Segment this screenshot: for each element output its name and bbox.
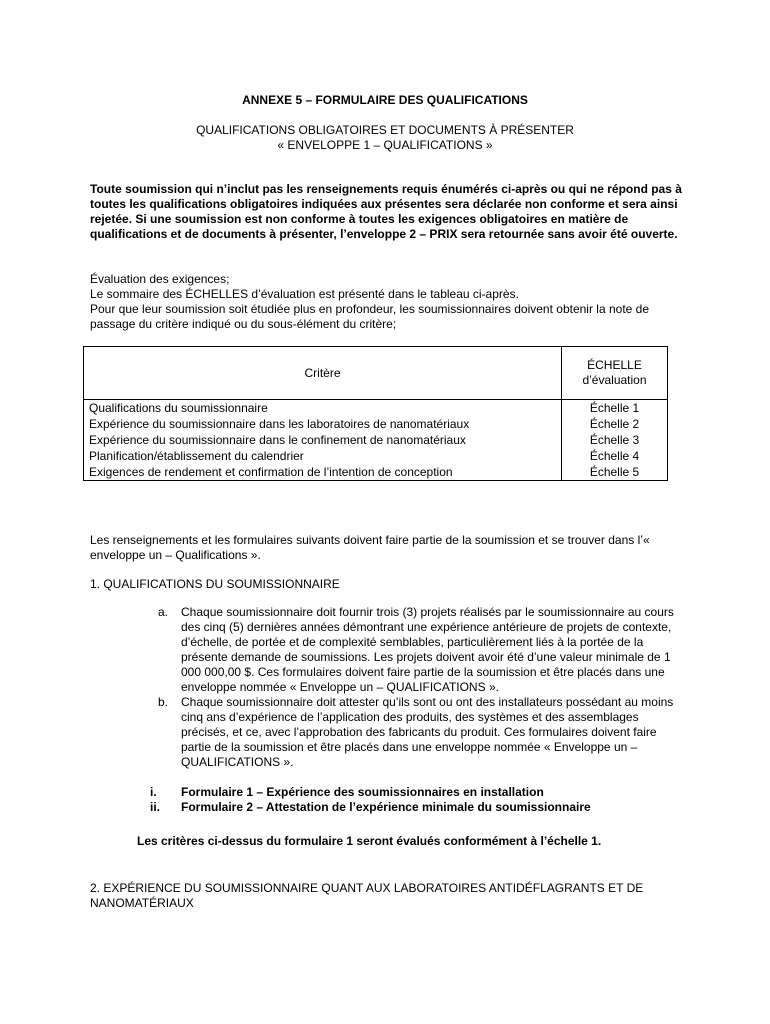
header-scale [562, 347, 668, 400]
list-item-text: Chaque soumissionnaire doit fournir trois (3) projets réalisés par le soumissionnaire au cours des cinq (5) dernières années démontrant une expérience antérieure de projets de contexte, d’échelle, de portée et de complexité semblables, particulièrement liés à la portée de la présente demande de soumissions. Les projets doivent avoir été d’une valeur minimale de 1 000 000,00 $. Ces formulaires doivent faire partie de la soumission et être placés dans une enveloppe nommée « Enveloppe un – QUALIFICATIONS ». [181, 605, 674, 694]
form-item [150, 800, 685, 815]
subtitle-line-2: « ENVELOPPE 1 – QUALIFICATIONS » [277, 138, 493, 152]
form-marker: i. [150, 785, 157, 799]
evaluation-section [90, 272, 690, 332]
list-item-text: Chaque soumissionnaire doit attester qu’ils sont ou ont des installateurs possédant au moins cinq ans d’expérience de l’application des produits, des systèmes et des assemblages précisés, et ce, avec l’approbation des fabricants du produit. Ces formulaires doivent faire partie de la soumission et être placés dans une enveloppe nommée « Enveloppe un – QUALIFICATIONS ». [181, 695, 674, 769]
criterion-cell: Planification/établissement du calendrier [84, 448, 562, 464]
scale-cell: Échelle 5 [562, 464, 668, 481]
criterion-cell: Expérience du soumissionnaire dans les laboratoires de nanomatériaux [84, 416, 562, 432]
scale-cell: Échelle 4 [562, 448, 668, 464]
list-item [150, 605, 685, 695]
intro-paragraph: Les renseignements et les formulaires suivants doivent faire partie de la soumission et se trouver dans l’« enveloppe un – Qualifications ». [90, 533, 650, 562]
criterion-cell: Qualifications du soumissionnaire [84, 400, 562, 417]
table-row [84, 432, 668, 448]
evaluation-summary: Le sommaire des ÉCHELLES d’évaluation est présenté dans le tableau ci-après. [90, 287, 519, 301]
document-title: ANNEXE 5 – FORMULAIRE DES QUALIFICATIONS [242, 93, 528, 107]
list-marker: a. [158, 605, 169, 619]
scale-cell: Échelle 1 [562, 400, 668, 417]
table-row [84, 416, 668, 432]
evaluation-heading: Évaluation des exigences; [90, 272, 230, 286]
header-scale-line-1: ÉCHELLE [587, 358, 642, 372]
form-item-text: Formulaire 1 – Expérience des soumissionnaires en installation [181, 785, 544, 799]
form-item [150, 785, 685, 800]
document-subtitle [0, 123, 770, 153]
warning-paragraph: Toute soumission qui n’inclut pas les renseignements requis énumérés ci-après ou qui ne répond pas à toutes les qualifications obligatoires indiquées aux présentes sera déclarée non conforme et sera ainsi rejetée. Si une soumission est non conforme à toutes les exigences obligatoires en matière de qualifications et de documents à présenter, l’enveloppe 2 – PRIX sera retournée sans avoir été ouverte. [90, 182, 682, 241]
criterion-cell: Expérience du soumissionnaire dans le confinement de nanomatériaux [84, 432, 562, 448]
scale-cell: Échelle 2 [562, 416, 668, 432]
section-1-title: 1. QUALIFICATIONS DU SOUMISSIONNAIRE [90, 577, 340, 591]
table-row [84, 400, 668, 417]
criteria-note: Les critères ci-dessus du formulaire 1 seront évalués conformément à l’échelle 1. [137, 834, 602, 848]
evaluation-passing-note: Pour que leur soumission soit étudiée plus en profondeur, les soumissionnaires doivent obtenir la note de passage du critère indiqué ou du sous-élément du critère; [90, 302, 650, 331]
table-row [84, 464, 668, 481]
table-header-row [84, 347, 668, 400]
form-item-text: Formulaire 2 – Attestation de l’expérience minimale du soumissionnaire [181, 800, 591, 814]
header-criterion: Critère [84, 347, 562, 400]
form-marker: ii. [150, 800, 161, 814]
table-row [84, 448, 668, 464]
section-2-title: 2. EXPÉRIENCE DU SOUMISSIONNAIRE QUANT AUX LABORATOIRES ANTIDÉFLAGRANTS ET DE NANOMATÉRIAUX [90, 881, 644, 910]
list-marker: b. [158, 695, 169, 709]
scale-cell: Échelle 3 [562, 432, 668, 448]
list-item [150, 695, 685, 770]
forms-list [150, 785, 685, 815]
subtitle-line-1: QUALIFICATIONS OBLIGATOIRES ET DOCUMENTS À PRÉSENTER [196, 123, 574, 137]
requirements-list [150, 605, 685, 770]
criterion-cell: Exigences de rendement et confirmation de l’intention de conception [84, 464, 562, 481]
criteria-table [83, 346, 668, 481]
header-scale-line-2: d’évaluation [582, 373, 647, 387]
